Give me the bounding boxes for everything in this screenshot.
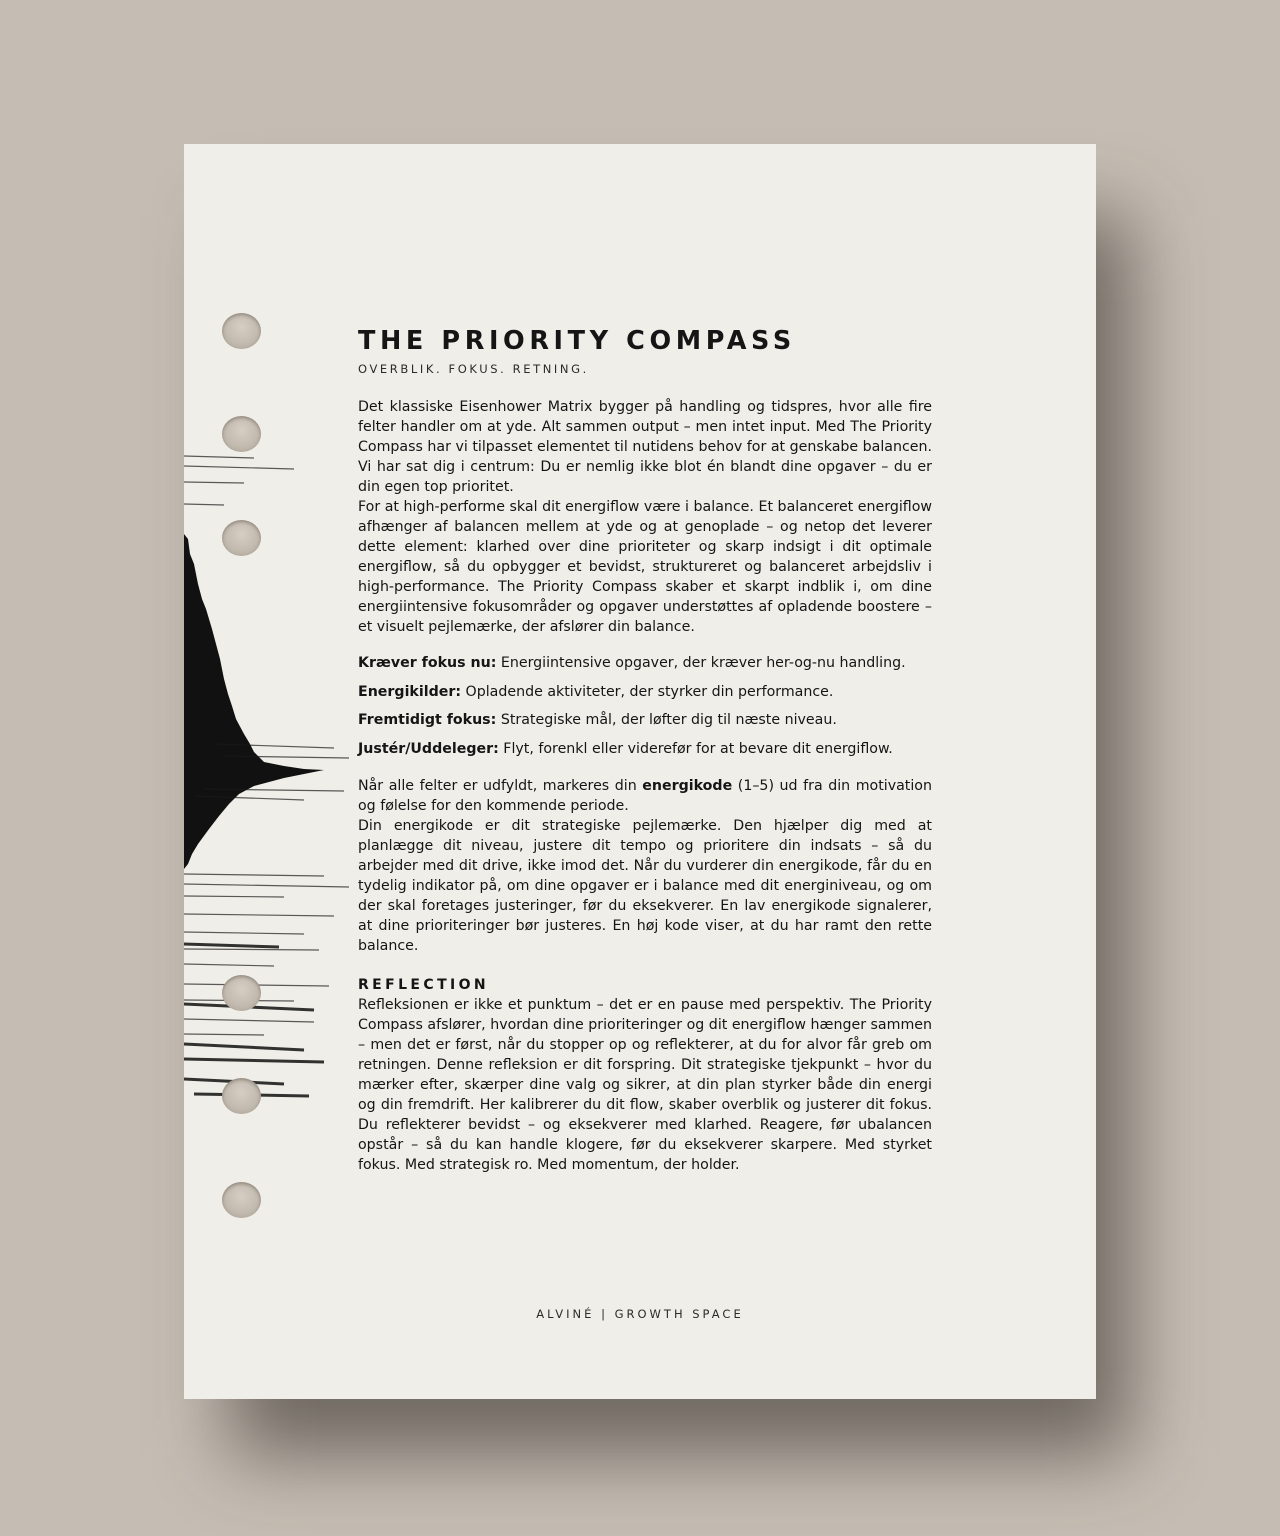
intro-paragraph: For at high-performe skal dit energiflow være i balance. Et balanceret energiflow afhænger af balancen mellem at yde og at genoplade – og netop det leverer dette element: klarhed over dine prioriteter og skarp indsigt i dit optimale energiflow, så du opbygger et bevidst, struktureret og balanceret arbejdsliv i high-performance. The Priority Compass skaber et skarpt indblik i, om dine energiintensive fokusområder og opgaver understøttes af opladende boostere – et visuelt pejlemærke, der afslører din balance. (358, 499, 932, 635)
definition-term: Energikilder: (358, 683, 462, 700)
definition-item (358, 739, 932, 759)
punch-hole (222, 1182, 261, 1218)
punch-hole (222, 313, 261, 349)
definition-item (358, 653, 932, 673)
planner-page (184, 144, 1096, 1399)
reflection-paragraph: Refleksionen er ikke et punktum – det er en pause med perspektiv. The Priority Compass afslører, hvordan dine prioriteringer og dit energiflow hænger sammen – men det er først, når du stopper op og reflekterer, at du for alvor får greb om retningen. Denne refleksion er dit forspring. Dit strategiske tjekpunkt – hvor du mærker efter, skærper dine valg og sikrer, at din plan styrker både din energi og din fremdrift. Her kalibrerer du dit flow, skaber overblik og justerer dit fokus. Du reflekterer bevidst – og eksekverer med klarhed. Reagere, før ubalancen opstår – så du kan handle klogere, før du eksekverer skarpere. Med styrket fokus. Med strategisk ro. Med momentum, der holder. (358, 996, 932, 1173)
definition-text: Flyt, forenkl eller viderefør for at bevare dit energiflow. (498, 740, 893, 757)
page-subtitle: OVERBLIK. FOKUS. RETNING. (358, 362, 589, 376)
punch-hole (222, 1078, 261, 1114)
reflection-heading: REFLECTION (358, 976, 490, 993)
ink-brush-stroke-icon (184, 444, 354, 1164)
energy-code-section (358, 776, 932, 956)
punch-hole (222, 416, 261, 452)
punch-hole (222, 975, 261, 1011)
energy-intro-text: Når alle felter er udfyldt, markeres din (358, 777, 643, 794)
definition-term: Justér/Uddeleger: (358, 740, 499, 757)
page-content (358, 322, 932, 1175)
page-footer: ALVINÉ | GROWTH SPACE (536, 1307, 744, 1321)
punch-hole (222, 520, 261, 556)
definition-term: Fremtidigt fokus: (358, 712, 497, 728)
definition-item (358, 710, 932, 730)
quadrant-definitions (358, 653, 932, 759)
definition-text: Opladende aktiviteter, der styrker din performance. (461, 683, 834, 700)
definition-item (358, 682, 932, 702)
energy-code-paragraph: Din energikode er dit strategiske pejlemærke. Den hjælper dig med at planlægge dit niveau, justere dit tempo og prioritere din indsats – så du arbejder med dit drive, ikke imod det. Når du vurderer din energikode, får du en tydelig indikator på, om dine opgaver er i balance med dit energiniveau, og om der skal foretages justeringer, før du eksekverer. En lav energikode signalerer, at dine prioriteringer bør justeres. En høj kode viser, at du har ramt den rette balance. (358, 817, 932, 954)
definition-text: Strategiske mål, der løfter dig til næste niveau. (496, 712, 837, 728)
page-title: THE PRIORITY COMPASS (358, 326, 796, 356)
intro-paragraph: Det klassiske Eisenhower Matrix bygger på handling og tidspres, hvor alle fire felter handler om at yde. Alt sammen output – men intet input. Med The Priority Compass har vi tilpasset elementet til nutidens behov for at genskabe balancen. Vi har sat dig i centrum: Du er nemlig ikke blot én blandt dine opgaver – du er din egen top prioritet. (358, 399, 932, 495)
intro-section (358, 397, 932, 637)
energy-code-intro (358, 776, 932, 816)
definition-text: Energiintensive opgaver, der kræver her-og-nu handling. (496, 655, 906, 671)
definition-term: Kræver fokus nu: (358, 655, 497, 671)
energy-intro-text: (1–5) ud fra din motivation og følelse for den kommende periode. (358, 777, 932, 814)
energy-code-term: energikode (642, 777, 733, 794)
